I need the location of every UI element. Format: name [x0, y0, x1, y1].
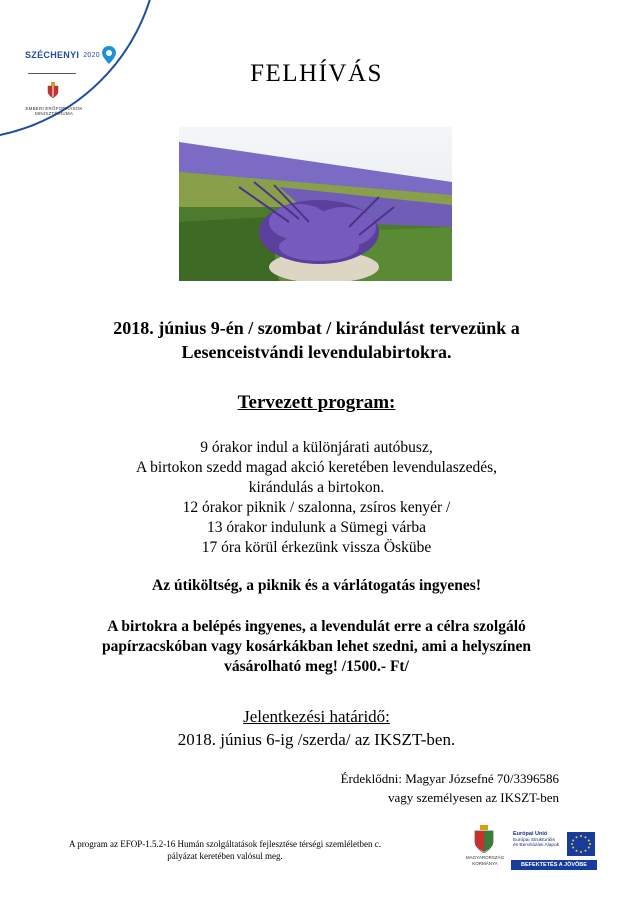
eu-subtitle: Európai Strukturális — [513, 837, 555, 843]
entry-line: A birtokra a belépés ingyenes, a levendulát erre a célra szolgáló — [107, 618, 526, 635]
page-title: FELHÍVÁS — [250, 60, 383, 87]
entry-line: papírzacskóban vagy kosárkákban lehet szedni, ami a helyszínen — [102, 638, 531, 655]
contact-line: vagy személyesen az IKSZT-ben — [388, 790, 559, 805]
hungarian-crest-icon — [474, 825, 494, 853]
eu-flag-icon — [567, 832, 595, 856]
eu-banner: BEFEKTETÉS A JÖVŐBE — [511, 860, 597, 870]
funding-line: pályázat keretében valósul meg. — [167, 851, 283, 861]
event-headline — [0, 316, 633, 364]
schedule-item: kirándulás a birtokon. — [248, 479, 385, 496]
szechenyi-label: SZÉCHENYI — [25, 50, 80, 60]
government-label: MAGYARORSZÁG KORMÁNYA — [465, 855, 505, 866]
eu-subtitle: és Beruházási Alapok — [513, 843, 560, 849]
entry-line: vásárolható meg! /1500.- Ft/ — [224, 658, 409, 675]
contact-line: Érdeklődni: Magyar Józsefné 70/3396586 — [340, 771, 559, 786]
eu-title: Európai Unió — [513, 831, 548, 837]
funding-note — [25, 838, 425, 862]
program-schedule — [0, 438, 633, 558]
headline-line: Lesenceistvándi levendulabirtokra. — [181, 342, 452, 362]
program-heading: Tervezett program: — [237, 392, 396, 413]
eu-fund-text — [513, 832, 567, 849]
schedule-item: 12 órakor piknik / szalonna, zsíros kenyér / — [182, 499, 451, 516]
headline-line: 2018. június 9-én / szombat / kirándulást tervezünk a — [113, 318, 520, 338]
entry-notice — [0, 617, 633, 677]
funding-line: A program az EFOP-1.5.2-16 Humán szolgáltatások fejlesztése térségi szemléletben c. — [69, 839, 381, 849]
contact-info — [341, 769, 559, 807]
free-notice: Az útiköltség, a piknik és a várlátogatás ingyenes! — [152, 577, 481, 594]
szechenyi-year: 2020 — [83, 51, 100, 59]
schedule-item: 17 óra körül érkezünk vissza Öskübe — [201, 539, 432, 556]
deadline-text: 2018. június 6-ig /szerda/ az IKSZT-ben. — [177, 730, 456, 749]
lavender-field-photo — [179, 127, 452, 281]
schedule-item: 9 órakor indul a különjárati autóbusz, — [200, 439, 433, 456]
deadline-heading: Jelentkezési határidő: — [243, 707, 390, 726]
schedule-item: 13 órakor indulunk a Sümegi várba — [206, 519, 427, 536]
schedule-item: A birtokon szedd magad akció keretében levendulaszedés, — [135, 459, 498, 476]
ministry-label: EMBERI ERŐFORRÁSOK MINISZTÉRIUMA — [25, 106, 83, 116]
